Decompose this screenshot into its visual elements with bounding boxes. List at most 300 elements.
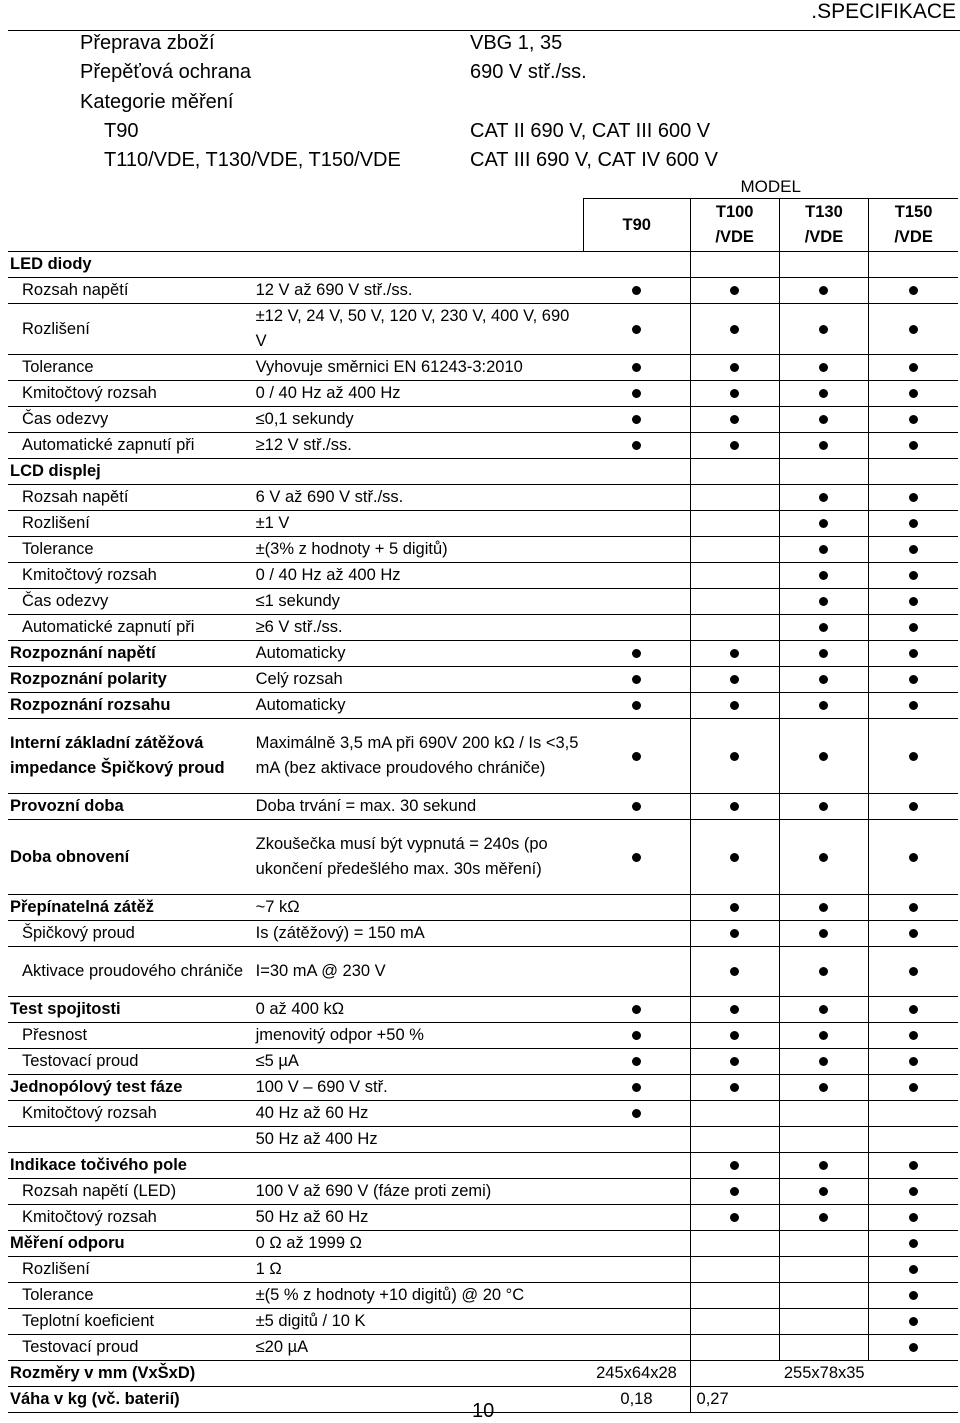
model-cell [690,667,779,693]
model-cell [779,641,868,667]
row-value [254,252,584,278]
row-value: ≤20 µA [255,1338,309,1356]
model-cell [583,1127,690,1153]
bullet-icon [632,363,641,372]
intro-value: 690 V stř./ss. [470,61,587,83]
bullet-icon [730,802,739,811]
row-value: 0 Ω až 1999 Ω [255,1234,362,1252]
model-cell [779,1231,868,1257]
bullet-icon [730,752,739,761]
model-cell [779,381,868,407]
model-cell [690,459,779,485]
bullet-icon [819,1005,828,1014]
bullet-icon [819,389,828,398]
weight-label: Váha v kg (vč. baterií) [10,1390,180,1408]
model-cell [779,278,868,304]
row-value: ±12 V, 24 V, 50 V, 120 V, 230 V, 400 V, 690 V [255,307,570,350]
row-value [254,1153,584,1179]
model-cell [583,693,690,719]
model-cell [583,1205,690,1231]
model-cell [690,511,779,537]
model-cell [690,1127,779,1153]
section-title: .SPECIFIKACE [811,0,956,23]
model-t90: T90 [583,199,690,252]
model-cell [690,1075,779,1101]
row-value: 100 V až 690 V (fáze proti zemi) [255,1182,492,1200]
bullet-icon [730,1213,739,1222]
bullet-icon [819,571,828,580]
bullet-icon [730,1083,739,1092]
row-value: ±5 digitů / 10 K [255,1312,366,1330]
model-cell [690,589,779,615]
table-row [8,278,958,304]
model-cell [583,719,690,794]
model-cell [690,1023,779,1049]
row-label: Kmitočtový rozsah [22,384,157,402]
bullet-icon [909,1265,918,1274]
bullet-icon [819,967,828,976]
row-value: 0 / 40 Hz až 400 Hz [255,566,401,584]
bullet-icon [819,1161,828,1170]
dims-t100-t150: 255x78x35 [690,1361,958,1387]
row-label: Kmitočtový rozsah [22,566,157,584]
bullet-icon [909,571,918,580]
row-value: ≥12 V stř./ss. [255,436,352,454]
row-label: Provozní doba [10,797,124,815]
table-row [8,1049,958,1075]
model-cell [583,433,690,459]
bullet-icon [730,929,739,938]
bullet-icon [819,545,828,554]
bullet-icon [819,802,828,811]
bullet-icon [909,1343,918,1352]
row-label [8,1127,254,1153]
row-value: 6 V až 690 V stř./ss. [255,488,404,506]
model-cell [690,641,779,667]
model-cell [690,1283,779,1309]
bullet-icon [730,649,739,658]
model-cell [690,921,779,947]
table-row [8,511,958,537]
bullet-icon [819,493,828,502]
model-cell [690,563,779,589]
bullet-icon [909,1317,918,1326]
model-cell [583,667,690,693]
model-cell [690,1309,779,1335]
bullet-icon [632,802,641,811]
bullet-icon [819,1187,828,1196]
bullet-icon [819,597,828,606]
row-label: Teplotní koeficient [22,1312,155,1330]
table-row [8,1101,958,1127]
intro-label: T90 [104,120,139,142]
model-cell [779,1075,868,1101]
row-value: ~7 kΩ [255,898,300,916]
bullet-icon [909,493,918,502]
row-value: Automaticky [255,696,346,714]
model-cell [779,895,868,921]
table-row [8,537,958,563]
model-cell [869,1283,958,1309]
model-cell [583,381,690,407]
table-row [8,1179,958,1205]
row-value: ≥6 V stř./ss. [255,618,343,636]
bullet-icon [632,1031,641,1040]
model-cell [779,719,868,794]
bullet-icon [632,415,641,424]
model-t100: T100 /VDE [690,199,779,252]
model-cell [869,1153,958,1179]
model-cell [690,1231,779,1257]
model-cell [583,459,690,485]
table-row [8,820,958,895]
row-label: Čas odezvy [22,410,109,428]
model-cell [583,921,690,947]
model-cell [583,252,690,278]
bullet-icon [909,802,918,811]
model-cell [779,1049,868,1075]
model-cell [690,1257,779,1283]
row-label: Rozpoznání napětí [10,644,156,662]
model-cell [583,537,690,563]
row-value: ±(5 % z hodnoty +10 digitů) @ 20 °C [255,1286,525,1304]
row-label: Špičkový proud [22,924,135,942]
row-value: Is (zátěžový) = 150 mA [255,924,425,942]
model-cell [690,278,779,304]
table-row [8,794,958,820]
table-row [8,355,958,381]
model-cell [583,641,690,667]
model-cell [779,355,868,381]
model-cell [690,407,779,433]
bullet-icon [632,286,641,295]
row-value: 12 V až 690 V stř./ss. [255,281,413,299]
bullet-icon [909,597,918,606]
row-value: 40 Hz až 60 Hz [255,1104,369,1122]
bullet-icon [632,701,641,710]
model-cell [869,252,958,278]
model-cell [869,1257,958,1283]
dims-label: Rozměry v mm (VxŠxD) [10,1364,196,1382]
weight-t90: 0,18 [620,1390,653,1408]
bullet-icon [730,853,739,862]
table-row [8,895,958,921]
table-row [8,921,958,947]
bullet-icon [730,1031,739,1040]
row-label: Tolerance [22,358,94,376]
bullet-icon [730,415,739,424]
model-cell [779,921,868,947]
bullet-icon [909,967,918,976]
row-value: ±1 V [255,514,290,532]
bullet-icon [632,752,641,761]
bullet-icon [909,1031,918,1040]
bullet-icon [909,519,918,528]
bullet-icon [819,623,828,632]
header-rule [8,30,960,31]
model-cell [869,1309,958,1335]
table-row [8,1283,958,1309]
row-value: jmenovitý odpor +50 % [255,1026,424,1044]
model-cell [869,1127,958,1153]
model-cell [690,537,779,563]
row-value: 100 V – 690 V stř. [255,1078,388,1096]
table-row [8,1257,958,1283]
table-row [8,615,958,641]
page-number: 10 [472,1400,495,1422]
model-cell [583,895,690,921]
model-cell [583,1335,690,1361]
model-cell [779,947,868,997]
model-cell [779,1179,868,1205]
bullet-icon [730,325,739,334]
model-cell [869,278,958,304]
model-cell [869,997,958,1023]
model-cell [779,820,868,895]
bullet-icon [909,1239,918,1248]
model-cell [690,719,779,794]
model-t130: T130 /VDE [779,199,868,252]
model-cell [583,1153,690,1179]
model-cell [690,997,779,1023]
model-cell [869,693,958,719]
row-value: I=30 mA @ 230 V [255,962,386,980]
model-cell [583,278,690,304]
intro-value: VBG 1, 35 [470,32,563,54]
row-label: Rozpoznání polarity [10,670,167,688]
model-cell [869,563,958,589]
model-cell [690,252,779,278]
row-value: 50 Hz až 60 Hz [255,1208,369,1226]
bullet-icon [819,1057,828,1066]
row-value: Zkoušečka musí být vypnutá = 240s (po ukončení předešlého max. 30s měření) [255,835,548,878]
model-cell [583,1023,690,1049]
model-cell [779,537,868,563]
model-cell [583,820,690,895]
intro-label: Kategorie měření [80,91,234,113]
model-cell [869,459,958,485]
model-cell [690,485,779,511]
model-cell [690,1179,779,1205]
bullet-icon [909,1213,918,1222]
model-cell [583,1231,690,1257]
model-cell [690,304,779,355]
model-cell [869,355,958,381]
model-cell [583,589,690,615]
row-label: Doba obnovení [10,847,130,866]
model-cell [869,1075,958,1101]
bullet-icon [909,325,918,334]
bullet-icon [819,441,828,450]
table-row [8,1205,958,1231]
bullet-icon [730,675,739,684]
row-label: Automatické zapnutí při [22,436,195,454]
bullet-icon [730,389,739,398]
model-cell [869,667,958,693]
model-cell [690,1101,779,1127]
bullet-icon [909,701,918,710]
row-label: Přesnost [22,1026,88,1044]
table-row [8,407,958,433]
model-cell [779,1153,868,1179]
bullet-icon [730,1005,739,1014]
bullet-icon [909,649,918,658]
bullet-icon [909,389,918,398]
bullet-icon [909,441,918,450]
row-value: 50 Hz až 400 Hz [255,1130,378,1148]
dims-t90: 245x64x28 [596,1364,677,1382]
model-cell [779,485,868,511]
row-label: Kmitočtový rozsah [22,1104,157,1122]
row-value [254,459,584,485]
model-cell [869,895,958,921]
bullet-icon [909,1083,918,1092]
model-cell [869,1231,958,1257]
model-cell [690,1335,779,1361]
row-value: 0 / 40 Hz až 400 Hz [255,384,401,402]
bullet-icon [819,649,828,658]
bullet-icon [909,929,918,938]
model-cell [690,615,779,641]
model-cell [690,895,779,921]
model-cell [583,485,690,511]
model-cell [779,1101,868,1127]
model-cell [690,820,779,895]
table-row [8,1309,958,1335]
bullet-icon [819,929,828,938]
bullet-icon [819,1083,828,1092]
row-label: Měření odporu [10,1234,125,1252]
bullet-icon [632,1005,641,1014]
model-cell [779,1205,868,1231]
row-label: Tolerance [22,540,94,558]
model-cell [779,1023,868,1049]
row-label: Kmitočtový rozsah [22,1208,157,1226]
bullet-icon [909,903,918,912]
row-value: ±(3% z hodnoty + 5 digitů) [255,540,448,558]
model-cell [583,1179,690,1205]
model-cell [690,433,779,459]
intro-label: Přepěťová ochrana [80,61,251,83]
bullet-icon [909,1187,918,1196]
row-value: Vyhovuje směrnici EN 61243-3:2010 [255,358,523,376]
table-row [8,252,958,278]
model-cell [869,1049,958,1075]
intro-label: T110/VDE, T130/VDE, T150/VDE [104,149,401,171]
row-value: Celý rozsah [255,670,343,688]
bullet-icon [909,1057,918,1066]
bullet-icon [632,649,641,658]
model-cell [779,693,868,719]
spec-table [8,176,958,1413]
row-label: Testovací proud [22,1338,139,1356]
table-row [8,719,958,794]
bullet-icon [730,441,739,450]
model-cell [779,511,868,537]
bullet-icon [819,286,828,295]
table-row [8,667,958,693]
table-row [8,381,958,407]
row-value: 0 až 400 kΩ [255,1000,345,1018]
bullet-icon [819,752,828,761]
bullet-icon [909,1005,918,1014]
model-cell [869,511,958,537]
row-label: Čas odezvy [22,592,109,610]
model-cell [779,794,868,820]
model-cell [583,615,690,641]
model-cell [869,1335,958,1361]
model-cell [869,1179,958,1205]
row-label: Tolerance [22,1286,94,1304]
bullet-icon [730,1057,739,1066]
bullet-icon [909,675,918,684]
row-label: Jednopólový test fáze [10,1078,183,1096]
model-cell [869,304,958,355]
row-label: Přepínatelná zátěž [10,898,154,916]
row-label: Testovací proud [22,1052,139,1070]
table-row [8,485,958,511]
bullet-icon [909,853,918,862]
model-cell [869,719,958,794]
model-cell [779,304,868,355]
row-value: 1 Ω [255,1260,282,1278]
model-cell [779,459,868,485]
model-cell [583,1101,690,1127]
model-cell [869,485,958,511]
bullet-icon [819,415,828,424]
model-cell [869,921,958,947]
bullet-icon [819,363,828,372]
model-cell [869,820,958,895]
row-label: Test spojitosti [10,1000,121,1018]
intro-value: CAT III 690 V, CAT IV 600 V [470,149,718,171]
bullet-icon [909,1291,918,1300]
table-row [8,997,958,1023]
model-cell [690,355,779,381]
model-cell [583,355,690,381]
model-cell [869,1205,958,1231]
model-cell [779,615,868,641]
model-cell [779,563,868,589]
model-cell [779,1335,868,1361]
bullet-icon [730,286,739,295]
bullet-icon [730,363,739,372]
table-row [8,459,958,485]
table-row [8,1023,958,1049]
row-value: Doba trvání = max. 30 sekund [255,797,477,815]
model-cell [583,1309,690,1335]
model-cell [690,1049,779,1075]
intro-value: CAT II 690 V, CAT III 600 V [470,120,711,142]
bullet-icon [632,853,641,862]
table-row [8,563,958,589]
row-label: Indikace točivého pole [10,1156,187,1174]
model-cell [583,511,690,537]
row-label: Rozlišení [22,514,90,532]
table-row [8,433,958,459]
model-cell [779,1127,868,1153]
model-cell [583,1283,690,1309]
model-cell [583,794,690,820]
bullet-icon [819,1213,828,1222]
bullet-icon [632,325,641,334]
model-cell [779,997,868,1023]
table-row [8,641,958,667]
model-cell [690,381,779,407]
row-label: LED diody [10,255,92,273]
model-cell [583,304,690,355]
row-value: ≤0,1 sekundy [255,410,354,428]
